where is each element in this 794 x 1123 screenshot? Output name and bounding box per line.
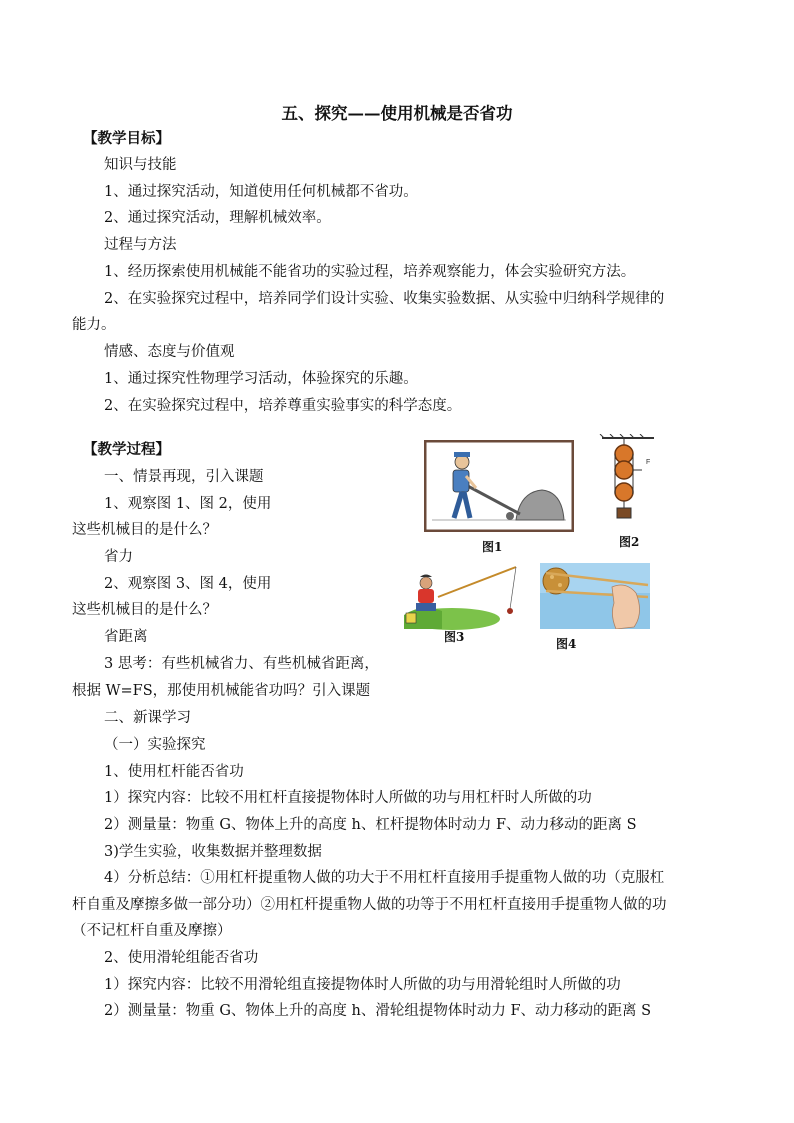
question1-a: 1、观察图 1、图 2，使用 [104, 496, 272, 512]
lever-item1: 1）探究内容：比较不用杠杆直接提物体时人所做的功与用杠杆时人所做的功 [104, 790, 592, 806]
answer2: 省距离 [104, 629, 148, 645]
figure2-force-label: F [646, 459, 651, 466]
figure3-caption: 图3 [444, 630, 465, 644]
figure3-fishing-illustration [402, 563, 520, 631]
pulley-heading: 2、使用滑轮组能否省功 [104, 950, 259, 966]
goal-p2b: 能力。 [72, 317, 116, 333]
pulley-item2: 2）测量量：物重 G、物体上升的高度 h、滑轮组提物体时动力 F、动力移动的距离 S [104, 1003, 652, 1019]
goal-e2: 2、在实验探究过程中，培养尊重实验事实的科学态度。 [104, 398, 462, 414]
lever-item3: 3)学生实验，收集数据并整理数据 [104, 844, 322, 860]
pulley-item1: 1）探究内容：比较不用滑轮组直接提物体时人所做的功与用滑轮组时人所做的功 [104, 977, 621, 993]
subsection1-heading: （一）实验探究 [104, 737, 206, 753]
question3-a: 3 思考：有些机械省力、有些机械省距离， [104, 656, 379, 672]
figure4-caption: 图4 [556, 637, 577, 651]
figure2-pulley-illustration [598, 434, 658, 526]
process-method-heading: 过程与方法 [104, 237, 177, 253]
section1-heading: 一、情景再现，引入课题 [104, 469, 264, 485]
goal-k1: 1、通过探究活动，知道使用任何机械都不省功。 [104, 184, 418, 200]
lever-item4-a: 4）分析总结：①用杠杆提重物人做的功大于不用杠杆直接用手提重物人做的功（克服杠 [104, 870, 665, 886]
goal-p2a: 2、在实验探究过程中，培养同学们设计实验、收集实验数据、从实验中归纳科学规律的 [104, 291, 665, 307]
goal-p1: 1、经历探索使用机械能不能省功的实验过程，培养观察能力，体会实验研究方法。 [104, 264, 636, 280]
question1-b: 这些机械目的是什么？ [72, 522, 217, 538]
lever-heading: 1、使用杠杆能否省功 [104, 764, 244, 780]
figure4-chopsticks-illustration [540, 563, 650, 629]
figure1-lever-illustration [424, 440, 574, 532]
answer1: 省力 [104, 549, 133, 565]
question2-a: 2、观察图 3、图 4，使用 [104, 576, 272, 592]
process-heading: 【教学过程】 [83, 441, 170, 458]
lever-item4-c: （不记杠杆自重及摩擦） [72, 923, 232, 939]
goal-k2: 2、通过探究活动，理解机械效率。 [104, 210, 331, 226]
emotion-heading: 情感、态度与价值观 [104, 344, 235, 360]
question3-b: 根据 W=FS，那使用机械能省功吗？引入课题 [72, 683, 371, 699]
lever-item2: 2）测量量：物重 G、物体上升的高度 h、杠杆提物体时动力 F、动力移动的距离 S [104, 817, 637, 833]
question2-b: 这些机械目的是什么？ [72, 602, 217, 618]
section2-heading: 二、新课学习 [104, 710, 191, 726]
lever-item4-b: 杆自重及摩擦多做一部分功）②用杠杆提重物人做的功等于不用杠杆直接用手提重物人做的功 [72, 897, 667, 913]
figure1-caption: 图1 [482, 540, 503, 554]
goals-heading: 【教学目标】 [83, 130, 170, 147]
goal-e1: 1、通过探究性物理学习活动，体验探究的乐趣。 [104, 371, 418, 387]
page-title: 五、探究——使用机械是否省功 [281, 104, 513, 123]
figure2-caption: 图2 [619, 535, 640, 549]
knowledge-heading: 知识与技能 [104, 157, 177, 173]
